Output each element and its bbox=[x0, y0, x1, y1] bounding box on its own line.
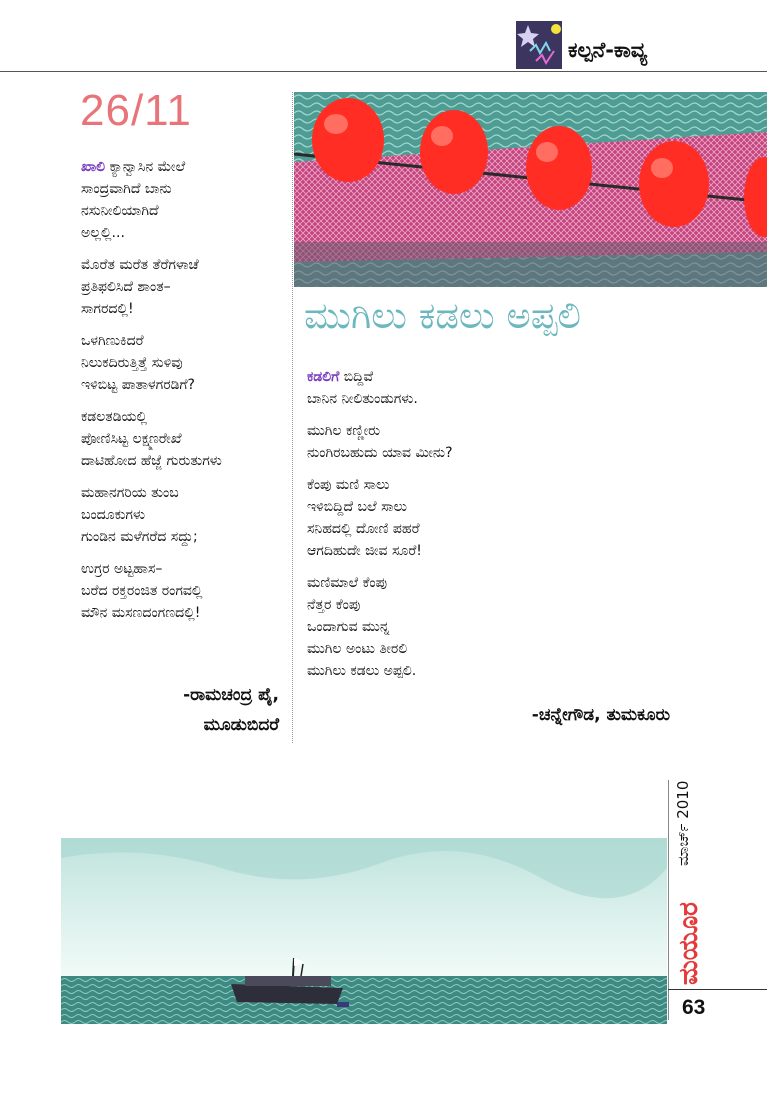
poem-line: ಸಾಂದ್ರವಾಗಿದೆ ಬಾನು bbox=[81, 181, 172, 197]
header-rule bbox=[0, 71, 767, 72]
poem-line: ಕಡಲತಡಿಯಲ್ಲಿ bbox=[81, 409, 148, 425]
poem2-stanza bbox=[307, 366, 667, 410]
poem2-first-word: ಕಡಲಿಗೆ bbox=[307, 369, 340, 385]
page-number-rule bbox=[668, 989, 767, 990]
poem-line: ಮೌನ ಮಸಣದಂಗಣದಲ್ಲಿ! bbox=[81, 605, 201, 621]
poem-line: ಒಳಗಿಣುಕಿದರೆ bbox=[81, 333, 144, 349]
poem-line: ಇಳಿಬಿದ್ದಿದೆ ಬಲೆ ಸಾಲು bbox=[307, 499, 407, 515]
poem-line: ನಿಲುಕದಿರುತ್ತಿತ್ತೆ ಸುಳಿವು bbox=[81, 355, 183, 371]
poem-line: ಪೋಣಿಸಿಟ್ಟ ಲಕ್ಷ್ಮಣರೇಖೆ bbox=[81, 431, 182, 447]
poem1-body bbox=[81, 156, 291, 634]
poem-line: ಸನಿಹದಲ್ಲಿ ದೋಣಿ ಪಹರೆ bbox=[307, 521, 420, 537]
poem-line: ಬಾನಿನ ನೀಲಿತುಂಡುಗಳು. bbox=[307, 391, 418, 407]
issue-date: ಮಾರ್ಚ್ 2010 bbox=[674, 780, 692, 866]
poem1-stanza bbox=[81, 330, 291, 396]
page-number: 63 bbox=[682, 996, 706, 1019]
poem2-stanza bbox=[307, 572, 667, 682]
poem1-author bbox=[80, 680, 279, 740]
poem2-stanza bbox=[307, 474, 667, 562]
poem-line: ಒಂದಾಗುವ ಮುನ್ನ bbox=[307, 619, 390, 635]
poem2-title: ಮುಗಿಲು ಕಡಲು ಅಪ್ಪಲಿ bbox=[304, 294, 581, 337]
sparkle-star-icon bbox=[516, 21, 562, 69]
boat-at-sea-photo bbox=[61, 838, 667, 1024]
poem1-stanza bbox=[81, 406, 291, 472]
poem-line: ಆಗದಿಹುದೇ ಜೀವ ಸೂರೆ! bbox=[307, 543, 422, 559]
poem-line: ಅಲ್ಲಲ್ಲಿ... bbox=[81, 225, 125, 241]
poem-line: ಮುಗಿಲ ಅಂಟು ತೀರಲಿ bbox=[307, 641, 408, 657]
section-title: ಕಲ್ಪನೆ-ಕಾವ್ಯ bbox=[568, 38, 648, 62]
poem1-title: 26/11 bbox=[80, 86, 192, 135]
author-place: ಮೂಡುಬಿದರೆ bbox=[203, 715, 279, 735]
poem-line: ನುಂಗಿರಬಹುದು ಯಾವ ಮೀನು? bbox=[307, 445, 453, 461]
poem1-stanza bbox=[81, 156, 291, 244]
poem-line: ಮೊರೆತ ಮರೆತ ತೆರೆಗಳಾಚೆ bbox=[81, 257, 199, 273]
poem-line: ಬರೆದ ರಕ್ತರಂಜಿತ ರಂಗವಲ್ಲಿ bbox=[81, 583, 203, 599]
poem-line: ನಸುನೀಲಿಯಾಗಿದೆ bbox=[81, 203, 159, 219]
poem1-stanza bbox=[81, 254, 291, 320]
poem-line: ಉಗ್ರರ ಅಟ್ಟಹಾಸ– bbox=[81, 561, 163, 577]
magazine-logo: ಮಯೂರ bbox=[674, 902, 704, 985]
poem-line: ಮಣಿಮಾಲೆ ಕೆಂಪು bbox=[307, 575, 388, 591]
poem1-stanza bbox=[81, 482, 291, 548]
poem-line: ಸಾಗರದಲ್ಲಿ! bbox=[81, 301, 134, 317]
author-name: -ರಾಮಚಂದ್ರ ಪೈ, bbox=[183, 685, 279, 705]
poem-line: ಮಹಾನಗರಿಯ ತುಂಬ bbox=[81, 485, 179, 501]
poem-line: ಗುಂಡಿನ ಮಳೆಗರೆದ ಸದ್ದು; bbox=[81, 529, 198, 545]
poem2-stanza bbox=[307, 420, 667, 464]
poem2-author: -ಚನ್ನೇಗೌಡ, ತುಮಕೂರು bbox=[531, 705, 670, 725]
poem-line: ಬಂದೂಕುಗಳು bbox=[81, 507, 146, 523]
fishing-net-floats-photo bbox=[294, 92, 767, 287]
poem-line: ಮುಗಿಲು ಕಡಲು ಅಪ್ಪಲಿ. bbox=[307, 663, 417, 679]
poem-line: ಕಡಲಿಗೆ ಬಿದ್ದಿವೆ bbox=[307, 369, 374, 385]
poem-line: ನೆತ್ತರ ಕೆಂಪು bbox=[307, 597, 361, 613]
poem1-first-word: ಖಾಲಿ bbox=[81, 159, 106, 175]
poem-line: ಮುಗಿಲ ಕಣ್ಣೀರು bbox=[307, 423, 381, 439]
column-divider bbox=[292, 92, 293, 743]
poem-line: ಖಾಲಿ ಕ್ಯಾನ್ವಾಸಿನ ಮೇಲೆ bbox=[81, 159, 186, 175]
sidebar-rule bbox=[668, 780, 669, 1020]
poem-line: ದಾಟಿಹೋದ ಹೆಜ್ಜೆ ಗುರುತುಗಳು bbox=[81, 453, 222, 469]
poem-line: ಇಳಿಬಿಟ್ಟ ಪಾತಾಳಗರಡಿಗೆ? bbox=[81, 377, 195, 393]
poem2-body bbox=[307, 366, 667, 692]
poem-line: ಕೆಂಪು ಮಣಿ ಸಾಲು bbox=[307, 477, 390, 493]
poem-line: ಪ್ರತಿಫಲಿಸಿದೆ ಶಾಂತ– bbox=[81, 279, 171, 295]
poem1-stanza bbox=[81, 558, 291, 624]
